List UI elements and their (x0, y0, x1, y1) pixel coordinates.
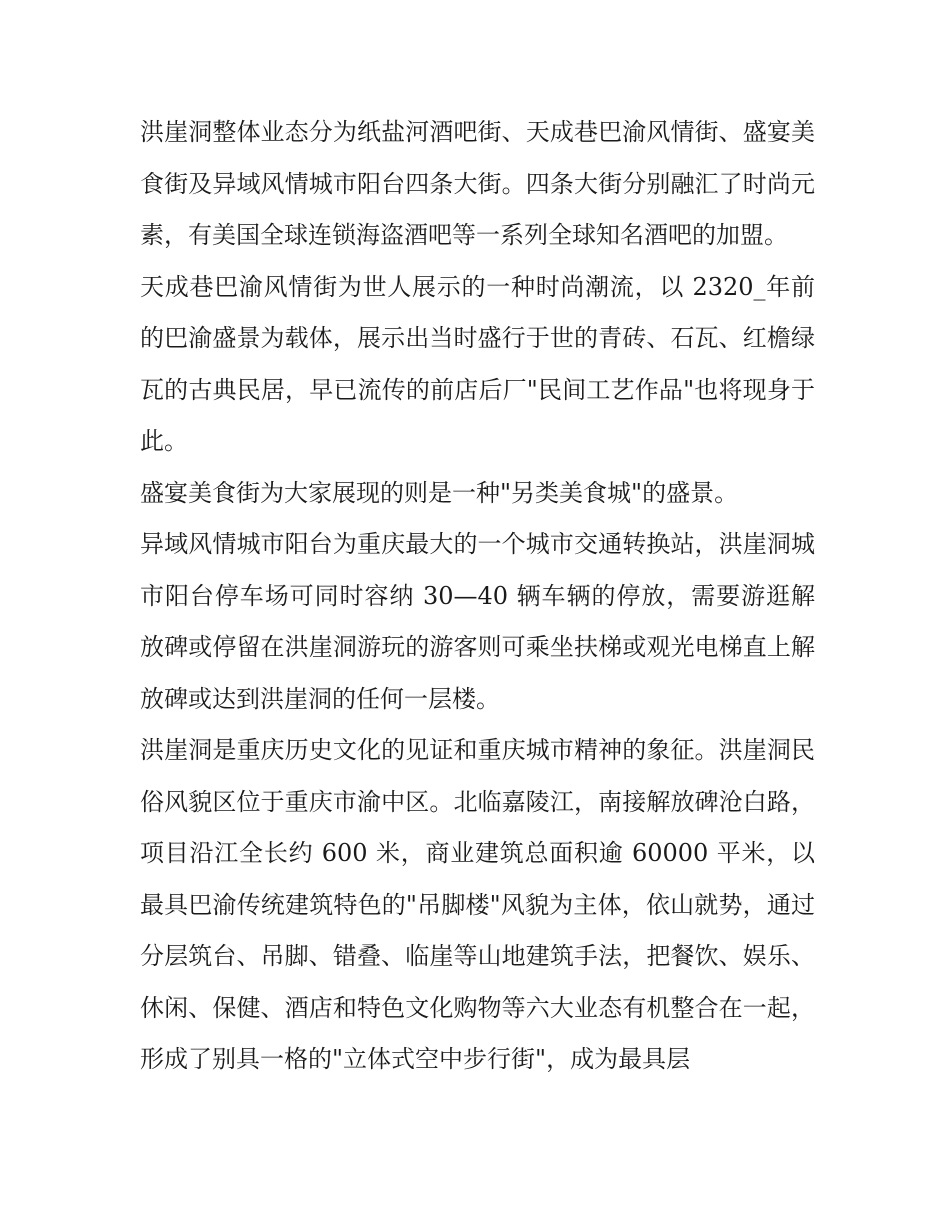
paragraph-city-balcony: 异域风情城市阳台为重庆最大的一个城市交通转换站，洪崖洞城市阳台停车场可同时容纳 30—40 辆车辆的停放，需要游逛解放碑或停留在洪崖洞游玩的游客则可乘坐扶梯或观光电梯直上解放碑或达到洪崖洞的任何一层楼。 (140, 530, 815, 713)
paragraph-hongyadong-overview: 洪崖洞是重庆历史文化的见证和重庆城市精神的象征。洪崖洞民俗风貌区位于重庆市渝中区。北临嘉陵江，南接解放碑沧白路，项目沿江全长约 600 米，商业建筑总面积逾 60000 平米，以最具巴渝传统建筑特色的"吊脚楼"风貌为主体，依山就势，通过分层筑台、吊脚、错叠、临崖等山地建筑手法，把餐饮、娱乐、休闲、保健、酒店和特色文化购物等六大业态有机整合在一起，形成了别具一格的"立体式空中步行街"，成为最具层 (140, 736, 815, 1073)
paragraph-business-streets: 洪崖洞整体业态分为纸盐河酒吧街、天成巷巴渝风情街、盛宴美食街及异域风情城市阳台四条大街。四条大街分别融汇了时尚元素，有美国全球连锁海盗酒吧等一系列全球知名酒吧的加盟。 (140, 118, 815, 249)
paragraph-feast-food-street: 盛宴美食街为大家展现的则是一种"另类美食城"的盛景。 (140, 478, 739, 507)
paragraph-tiancheng-lane: 天成巷巴渝风情街为世人展示的一种时尚潮流，以 2320_年前的巴渝盛景为载体，展示出当时盛行于世的青砖、石瓦、红檐绿瓦的古典民居，早已流传的前店后厂"民间工艺作品"也将现身于此。 (140, 272, 815, 455)
document-body (140, 107, 815, 1086)
